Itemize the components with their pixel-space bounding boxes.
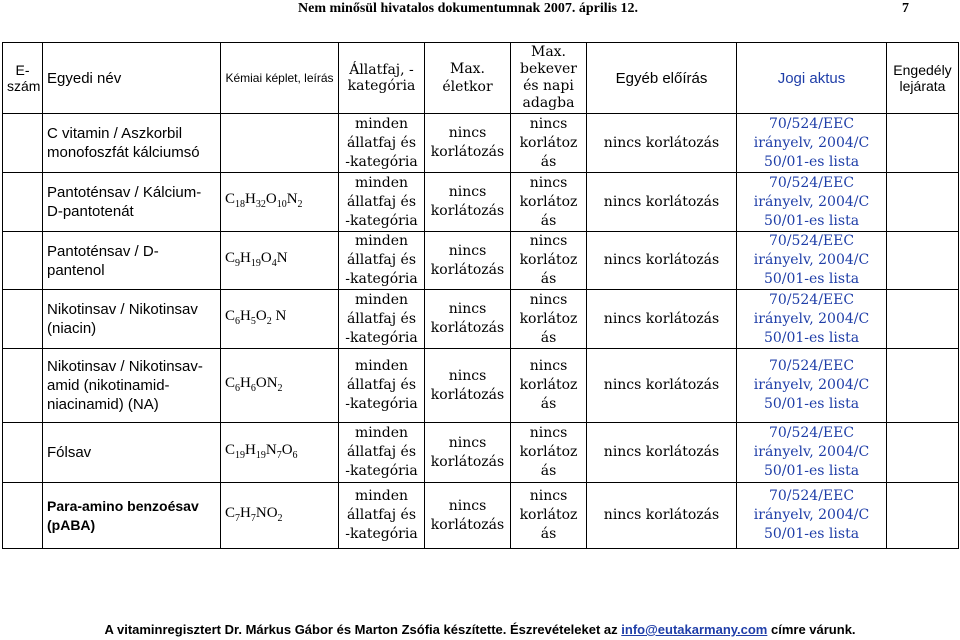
cell-legal-act: 70/524/EEC irányelv, 2004/C 50/01-es lista [737,483,887,549]
formula-element: ON [255,374,278,391]
cell-max-dose: nincs korlátoz ás [511,173,587,232]
formula-subscript: 32 [255,199,266,210]
cell-expiry [887,483,959,549]
page-header [0,0,960,20]
formula-subscript: 19 [255,449,266,461]
cell-max-age: nincs korlátozás [425,232,511,290]
formula-subscript: 10 [276,199,287,210]
footer-email-link[interactable]: info@eutakarmany.com [621,622,768,637]
cell-species: minden állatfaj és -kategória [339,349,425,423]
formula-element: N [265,441,277,458]
cell-formula [221,290,339,349]
formula-subscript: 6 [250,382,256,394]
cell-max-age: nincs korlátozás [425,290,511,349]
cell-eszam [3,114,43,173]
cell-max-dose: nincs korlátoz ás [511,114,587,173]
cell-max-dose: nincs korlátoz ás [511,483,587,549]
formula-element: C [225,191,236,207]
formula-element: H [245,441,256,458]
cell-legal-act: 70/524/EEC irányelv, 2004/C 50/01-es lista [737,290,887,349]
cell-formula [221,483,339,549]
cell-formula [221,349,339,423]
cell-formula [221,232,339,290]
table-body [3,114,959,549]
document-status-title: Nem minősül hivatalos dokumentumnak 2007. április 12. [298,1,638,16]
table-row [3,290,959,349]
formula-subscript: 7 [235,512,241,524]
cell-formula [221,423,339,483]
cell-other-rule: nincs korlátozás [587,423,737,483]
table-row [3,173,959,232]
formula-element: N [276,249,288,266]
formula-subscript: 7 [276,449,282,461]
header-max-age: Max. életkor [425,43,511,114]
cell-max-dose: nincs korlátoz ás [511,349,587,423]
formula-subscript: 5 [250,316,256,327]
table-row [3,114,959,173]
formula-element: H [240,504,251,521]
cell-species: minden állatfaj és -kategória [339,290,425,349]
cell-expiry [887,173,959,232]
page-number: 7 [902,1,909,16]
cell-legal-act: 70/524/EEC irányelv, 2004/C 50/01-es lista [737,232,887,290]
cell-name: Nikotinsav / Nikotinsav-amid (nikotinamid-niacinamid) (NA) [43,349,221,423]
cell-legal-act: 70/524/EEC irányelv, 2004/C 50/01-es lista [737,114,887,173]
header-other-rule: Egyéb előírás [587,43,737,114]
table-row [3,232,959,290]
formula-element: C [225,308,236,324]
cell-species: minden állatfaj és -kategória [339,173,425,232]
cell-other-rule: nincs korlátozás [587,349,737,423]
cell-species: minden állatfaj és -kategória [339,232,425,290]
cell-eszam [3,483,43,549]
table-row [3,483,959,549]
formula-element: C [225,374,236,391]
cell-expiry [887,423,959,483]
cell-max-dose: nincs korlátoz ás [511,232,587,290]
cell-name: C vitamin / Aszkorbil monofoszfát kálciumsó [43,114,221,173]
formula-element: C [225,249,236,266]
cell-name: Pantoténsav / D-pantenol [43,232,221,290]
formula-subscript: 19 [235,449,246,461]
formula-element: O [265,191,277,207]
cell-formula [221,114,339,173]
formula-element: O [281,441,293,458]
header-eszam: E- szám [3,43,43,114]
cell-max-age: nincs korlátozás [425,173,511,232]
cell-name: Para-amino benzoésav (pABA) [43,483,221,549]
formula-element: C [225,441,236,458]
header-species: Állatfaj, - kategória [339,43,425,114]
cell-eszam [3,173,43,232]
cell-max-age: nincs korlátozás [425,423,511,483]
formula-element: H [245,191,256,207]
formula-subscript: 2 [297,199,303,210]
cell-expiry [887,290,959,349]
cell-other-rule: nincs korlátozás [587,173,737,232]
formula-subscript: 6 [235,382,241,394]
formula-element: H [240,308,251,324]
formula-subscript: 19 [250,257,261,269]
page-footer [0,622,960,637]
cell-expiry [887,232,959,290]
formula-subscript: 18 [235,199,246,210]
cell-other-rule: nincs korlátozás [587,232,737,290]
cell-max-dose: nincs korlátoz ás [511,423,587,483]
header-formula: Kémiai képlet, leírás [221,43,339,114]
cell-other-rule: nincs korlátozás [587,114,737,173]
formula-element: H [240,249,251,266]
formula-element: O [255,308,267,324]
cell-max-age: nincs korlátozás [425,114,511,173]
cell-legal-act: 70/524/EEC irányelv, 2004/C 50/01-es lista [737,173,887,232]
table-row [3,349,959,423]
cell-eszam [3,290,43,349]
formula-element: O [260,249,272,266]
cell-max-dose: nincs korlátoz ás [511,290,587,349]
formula-subscript: 9 [235,257,241,269]
cell-other-rule: nincs korlátozás [587,290,737,349]
cell-legal-act: 70/524/EEC irányelv, 2004/C 50/01-es lista [737,349,887,423]
cell-name: Nikotinsav / Nikotinsav (niacin) [43,290,221,349]
formula-subscript: 6 [292,449,298,461]
header-name: Egyedi név [43,43,221,114]
formula-element: NO [255,504,278,521]
header-legal-act: Jogi aktus [737,43,887,114]
cell-name: Pantoténsav / Kálcium-D-pantotenát [43,173,221,232]
footer-text-after: címre várunk. [767,622,856,637]
cell-eszam [3,423,43,483]
table-row [3,423,959,483]
formula-subscript: 7 [250,512,256,524]
formula-subscript: 2 [277,512,283,524]
formula-element: N [271,308,287,324]
table-header-row [3,43,959,114]
cell-legal-act: 70/524/EEC irányelv, 2004/C 50/01-es lista [737,423,887,483]
formula-subscript: 2 [277,382,283,394]
cell-name: Fólsav [43,423,221,483]
cell-species: minden állatfaj és -kategória [339,483,425,549]
formula-element: H [240,374,251,391]
cell-eszam [3,349,43,423]
vitamin-register-table [2,42,959,549]
cell-expiry [887,114,959,173]
formula-element: N [286,191,298,207]
cell-max-age: nincs korlátozás [425,349,511,423]
cell-eszam [3,232,43,290]
cell-expiry [887,349,959,423]
cell-formula [221,173,339,232]
header-expiry: Engedély lejárata [887,43,959,114]
footer-text-before: A vitaminregisztert Dr. Márkus Gábor és Marton Zsófia készítette. Észrevételeket az [104,622,622,637]
cell-species: minden állatfaj és -kategória [339,423,425,483]
formula-element: C [225,504,236,521]
cell-other-rule: nincs korlátozás [587,483,737,549]
formula-subscript: 4 [271,257,277,269]
header-max-dose: Max. bekever és napi adagba [511,43,587,114]
cell-max-age: nincs korlátozás [425,483,511,549]
cell-species: minden állatfaj és -kategória [339,114,425,173]
formula-subscript: 2 [266,316,272,327]
formula-subscript: 6 [235,316,241,327]
